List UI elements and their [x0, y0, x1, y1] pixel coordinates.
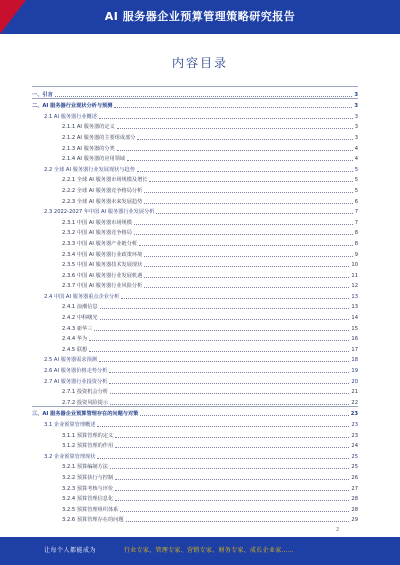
toc-entry-page: 20	[351, 378, 358, 385]
toc-dot-leader	[137, 139, 352, 140]
toc-dot-leader	[55, 96, 353, 97]
toc-entry[interactable]	[32, 300, 358, 311]
toc-entry-page: 3	[354, 124, 358, 131]
toc-entry[interactable]	[32, 363, 358, 374]
toc-entry[interactable]	[32, 130, 358, 141]
toc-dot-leader	[89, 340, 349, 341]
toc-entry-title: 2.4.5 联想	[62, 346, 88, 353]
toc-entry[interactable]	[32, 417, 358, 428]
toc-entry-title: 2.2.1 全球 AI 服务器市场规模及增长	[62, 177, 148, 184]
toc-dot-leader	[110, 468, 349, 469]
toc-entry-title: 2.3.1 中国 AI 服务器市场规模	[62, 219, 132, 226]
toc-entry-page: 7	[354, 209, 358, 216]
toc-entry-title: 2.3.7 中国 AI 服务器行业风险分析	[62, 283, 143, 290]
toc-entry-title: 2.1.3 AI 服务器的分类	[62, 145, 115, 152]
toc-entry-page: 17	[351, 346, 358, 353]
table-of-contents	[32, 86, 358, 524]
toc-entry-title: 2.4.3 新华三	[62, 325, 93, 332]
toc-entry[interactable]	[32, 513, 358, 524]
toc-dot-leader	[134, 234, 353, 235]
toc-entry-title: 2.3 2022-2027 年中国 AI 服务器行业发展分析	[44, 209, 155, 216]
toc-entry-title: 3.2.5 预算管理组织体系	[62, 506, 119, 513]
toc-entry-title: 3.1 企业预算管理概述	[44, 422, 96, 428]
toc-entry[interactable]	[32, 342, 358, 353]
toc-entry-page: 26	[351, 474, 358, 481]
toc-entry-page: 4	[354, 145, 358, 152]
toc-entry-title: 3.2 企业预算管理现状	[44, 453, 96, 460]
toc-dot-leader	[115, 437, 349, 438]
toc-entry-title: 2.2.3 全球 AI 服务器未来发展趋势	[62, 198, 143, 205]
toc-entry[interactable]	[32, 215, 358, 226]
toc-entry-page: 3	[354, 91, 358, 98]
toc-entry-page: 19	[351, 368, 358, 375]
toc-entry-page: 27	[351, 485, 358, 492]
toc-entry[interactable]	[32, 353, 358, 364]
toc-entry[interactable]	[32, 395, 358, 406]
toc-entry-page: 9	[354, 251, 358, 258]
toc-entry-page: 12	[351, 283, 358, 290]
toc-entry-title: 2.7.1 投资机会分析	[62, 389, 108, 396]
toc-entry-page: 21	[351, 389, 358, 396]
toc-entry[interactable]	[32, 205, 358, 216]
toc-entry-page: 8	[354, 230, 358, 237]
toc-entry[interactable]	[32, 310, 358, 321]
toc-entry[interactable]	[32, 439, 358, 450]
toc-dot-leader	[120, 511, 349, 512]
toc-dot-leader	[109, 372, 349, 373]
toc-entry-page: 6	[354, 198, 358, 205]
toc-entry[interactable]	[32, 289, 358, 300]
toc-entry[interactable]	[32, 120, 358, 131]
toc-entry[interactable]	[32, 460, 358, 471]
toc-entry[interactable]	[32, 279, 358, 290]
toc-entry[interactable]	[32, 183, 358, 194]
toc-entry-title: 2.1.2 AI 服务器的主要组成部分	[62, 134, 136, 141]
toc-dot-leader	[94, 330, 349, 331]
toc-entry[interactable]	[32, 470, 358, 481]
toc-entry-title: 2.2.2 全球 AI 服务器竞争格局分析	[62, 187, 143, 194]
toc-dot-leader	[115, 447, 349, 448]
toc-entry[interactable]	[32, 406, 358, 418]
toc-entry[interactable]	[32, 173, 358, 184]
toc-entry-page: 28	[351, 496, 358, 503]
toc-entry[interactable]	[32, 332, 358, 343]
toc-entry-title: 2.3.4 中国 AI 服务器行业政策环境	[62, 251, 143, 258]
toc-entry-title: 3.2.6 预算管理存在的问题	[62, 517, 124, 524]
toc-entry-page: 3	[354, 113, 358, 120]
toc-dot-leader	[137, 171, 353, 172]
toc-entry-title: 2.3.6 中国 AI 服务器行业发展机遇	[62, 272, 143, 279]
toc-dot-leader	[100, 308, 350, 309]
toc-entry-page: 22	[351, 399, 358, 406]
toc-entry-page: 28	[351, 506, 358, 513]
toc-dot-leader	[110, 393, 349, 394]
toc-entry-title: 2.3.2 中国 AI 服务器竞争格局	[62, 230, 132, 237]
toc-dot-leader	[117, 128, 353, 129]
toc-entry-title: 2.7 AI 服务器行业投资分析	[44, 378, 108, 385]
toc-dot-leader	[144, 266, 349, 267]
toc-entry-page: 18	[351, 357, 358, 364]
toc-dot-leader	[144, 203, 352, 204]
toc-entry-title: 2.3.3 中国 AI 服务器产业链分析	[62, 240, 138, 247]
toc-entry-title: 2.4.4 华为	[62, 336, 88, 343]
toc-entry-title: 2.3.5 中国 AI 服务器技术发展现状	[62, 262, 143, 269]
toc-dot-leader	[144, 287, 349, 288]
toc-entry[interactable]	[32, 226, 358, 237]
toc-entry[interactable]	[32, 236, 358, 247]
toc-entry[interactable]	[32, 98, 358, 110]
toc-entry-page: 3	[354, 103, 358, 110]
toc-dot-leader	[144, 277, 349, 278]
toc-dot-leader	[97, 458, 349, 459]
toc-entry[interactable]	[32, 109, 358, 120]
toc-entry[interactable]	[32, 152, 358, 163]
toc-entry-page: 29	[351, 517, 358, 524]
toc-entry-page: 15	[351, 325, 358, 332]
report-footer	[0, 537, 400, 565]
toc-dot-leader	[121, 298, 349, 299]
toc-entry-title: 3.2.1 预算编制方法	[62, 464, 108, 471]
toc-entry-page: 11	[351, 272, 358, 279]
toc-entry-title: 三、AI 服务器企业预算管理存在的问题与对策	[32, 411, 139, 418]
toc-dot-leader	[109, 383, 349, 384]
toc-entry-title: 2.1.1 AI 服务器的定义	[62, 124, 115, 131]
toc-entry-page: 14	[351, 315, 358, 322]
toc-entry[interactable]	[32, 268, 358, 279]
toc-dot-leader	[99, 361, 349, 362]
toc-entry-page: 25	[351, 464, 358, 471]
toc-entry-page: 23	[350, 411, 358, 418]
toc-entry-page: 23	[351, 432, 358, 439]
toc-dot-leader	[117, 150, 353, 151]
toc-entry-title: 3.2.3 预算考核与评价	[62, 485, 114, 492]
toc-entry[interactable]	[32, 86, 358, 98]
toc-dot-leader	[149, 181, 352, 182]
report-header	[0, 0, 400, 34]
toc-dot-leader	[144, 256, 352, 257]
toc-dot-leader	[100, 319, 350, 320]
toc-entry-page: 16	[351, 336, 358, 343]
toc-entry[interactable]	[32, 428, 358, 439]
toc-entry-page: 24	[351, 443, 358, 450]
toc-dot-leader	[99, 118, 353, 119]
toc-entry-page: 4	[354, 156, 358, 163]
toc-entry-page: 5	[354, 187, 358, 194]
toc-entry-page: 8	[354, 240, 358, 247]
toc-dot-leader	[115, 500, 349, 501]
report-title: AI 服务器企业预算管理策略研究报告	[104, 10, 296, 23]
toc-dot-leader	[140, 415, 348, 416]
toc-entry-title: 3.2.4 预算管理信息化	[62, 496, 114, 503]
toc-dot-leader	[126, 521, 350, 522]
toc-entry-page: 5	[354, 177, 358, 184]
toc-entry[interactable]	[32, 141, 358, 152]
toc-entry[interactable]	[32, 247, 358, 258]
toc-heading: 内容目录	[171, 56, 228, 70]
toc-entry[interactable]	[32, 481, 358, 492]
toc-entry-title: 2.5 AI 服务器需求预测	[44, 357, 97, 364]
toc-entry-page: 13	[351, 304, 358, 311]
toc-dot-leader	[144, 192, 352, 193]
toc-entry-page: 23	[351, 422, 358, 428]
toc-entry[interactable]	[32, 321, 358, 332]
toc-entry-title: 3.2.2 预算执行与控制	[62, 474, 114, 481]
toc-entry[interactable]	[32, 194, 358, 205]
toc-entry[interactable]	[32, 374, 358, 385]
toc-entry-title: 2.4.2 中科曙光	[62, 315, 98, 322]
toc-entry-page: 25	[351, 453, 358, 460]
toc-entry-page: 3	[354, 134, 358, 141]
toc-entry-title: 2.4.1 浪潮信息	[62, 304, 98, 311]
toc-entry[interactable]	[32, 449, 358, 460]
toc-entry-title: 3.1.1 预算管理的定义	[62, 432, 114, 439]
toc-entry-title: 2.6 AI 服务器价格走势分析	[44, 368, 108, 375]
toc-dot-leader	[97, 426, 349, 427]
toc-dot-leader	[127, 160, 353, 161]
toc-dot-leader	[115, 490, 349, 491]
footer-slogan: 让每个人都能成为	[44, 547, 97, 554]
toc-entry-page: 7	[354, 219, 358, 226]
toc-entry-title: 2.7.2 投资风险提示	[62, 399, 108, 406]
toc-dot-leader	[156, 213, 352, 214]
toc-entry[interactable]	[32, 502, 358, 513]
toc-entry-title: 二、AI 服务器行业现状分析与预测	[32, 103, 113, 110]
toc-entry-page: 5	[354, 166, 358, 173]
toc-entry[interactable]	[32, 492, 358, 503]
toc-dot-leader	[134, 224, 353, 225]
toc-entry-title: 一、引言	[32, 91, 53, 98]
toc-entry[interactable]	[32, 162, 358, 173]
toc-dot-leader	[110, 404, 349, 405]
toc-entry-title: 2.4 中国 AI 服务器重点企业分析	[44, 293, 120, 300]
toc-entry-title: 2.1 AI 服务器行业概述	[44, 113, 97, 120]
footer-tagline: 行业专家、管理专家、营销专家、财务专家、成长企业家……	[124, 547, 295, 554]
toc-dot-leader	[114, 107, 352, 108]
toc-entry[interactable]	[32, 258, 358, 269]
toc-entry-title: 2.2 全球 AI 服务器行业发展现状与趋势	[44, 166, 135, 173]
toc-entry-page: 10	[351, 262, 358, 269]
page-number: 2	[336, 527, 340, 533]
toc-entry[interactable]	[32, 385, 358, 396]
toc-entry-page: 13	[351, 293, 358, 300]
toc-entry-title: 3.1.2 预算管理的作用	[62, 443, 114, 450]
toc-dot-leader	[115, 479, 349, 480]
toc-dot-leader	[89, 351, 349, 352]
toc-entry-title: 2.1.4 AI 服务器的应用领域	[62, 156, 126, 163]
toc-dot-leader	[139, 245, 353, 246]
